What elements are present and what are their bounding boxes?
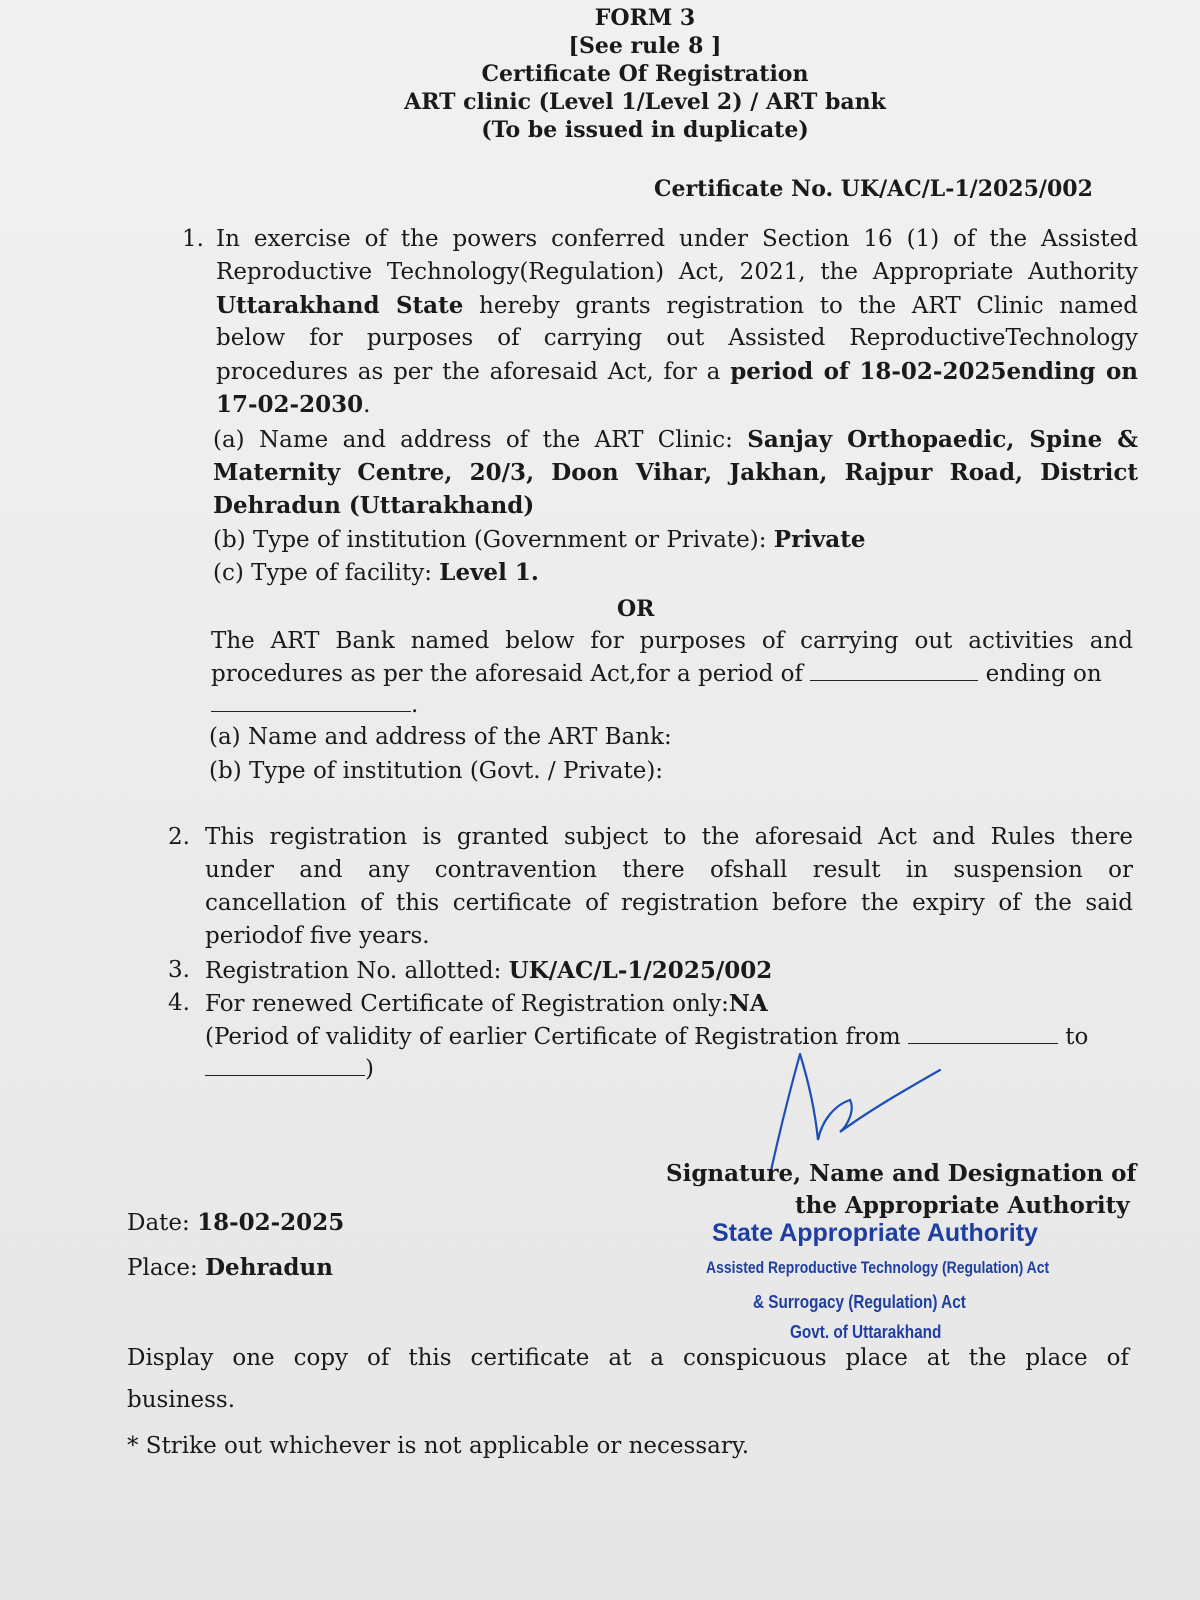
- para2-line2: under and any contravention there ofshall result in suspension or: [205, 857, 1133, 883]
- bank-name-address: (a) Name and address of the ART Bank:: [209, 724, 672, 750]
- strike-out-note: * Strike out whichever is not applicable or necessary.: [127, 1433, 750, 1459]
- clinic-name-line3: Dehradun (Uttarakhand): [213, 492, 535, 519]
- blank-line: [211, 711, 411, 712]
- issue-date: 18-02-2025: [197, 1209, 345, 1236]
- registration-end-date: 17-02-2030: [216, 391, 364, 418]
- place-line: Place: Dehradun: [127, 1254, 333, 1281]
- display-instruction-2: business.: [127, 1387, 236, 1413]
- facility-type: (c) Type of facility: Level 1.: [213, 559, 539, 586]
- blank-line: [205, 1075, 365, 1076]
- para1-line5: procedures as per the aforesaid Act, for a period of 18-02-2025ending on: [216, 358, 1139, 385]
- para1-line2: Reproductive Technology(Regulation) Act, 2021, the Appropriate Authority: [216, 259, 1138, 285]
- bank-line1: The ART Bank named below for purposes of carrying out activities and: [211, 628, 1133, 654]
- form-number: FORM 3: [594, 5, 696, 31]
- para1-number: 1.: [182, 226, 204, 252]
- bank-line3: .: [211, 692, 418, 718]
- bank-institution-type: (b) Type of institution (Govt. / Private):: [209, 758, 664, 784]
- para1-line1: In exercise of the powers conferred under Section 16 (1) of the Assisted: [216, 226, 1138, 252]
- stamp-title: State Appropriate Authority: [712, 1219, 1038, 1247]
- renewal-line: For renewed Certificate of Registration only:NA: [205, 990, 768, 1017]
- blank-line: [908, 1043, 1058, 1044]
- issue-place: Dehradun: [205, 1254, 333, 1281]
- para1-line4: below for purposes of carrying out Assisted ReproductiveTechnology: [216, 325, 1138, 351]
- para2-number: 2.: [168, 824, 190, 850]
- para2-line3: cancellation of this certificate of registration before the expiry of the said: [205, 890, 1133, 916]
- display-instruction: Display one copy of this certificate at a conspicuous place at the place of: [127, 1345, 1129, 1371]
- para1-line6: 17-02-2030.: [216, 391, 371, 418]
- stamp-line2: Assisted Reproductive Technology (Regulation) Act: [706, 1258, 1050, 1277]
- certificate-number: Certificate No. UK/AC/L-1/2025/002: [654, 176, 1093, 202]
- document-title: Certificate Of Registration: [481, 61, 809, 87]
- or-separator: OR: [617, 596, 655, 622]
- para4-number: 4.: [168, 990, 190, 1016]
- rule-reference: [See rule 8 ]: [568, 33, 722, 59]
- registration-number: Registration No. allotted: UK/AC/L-1/2025/002: [205, 957, 773, 984]
- para2-line4: periodof five years.: [205, 923, 430, 949]
- stamp-line3: & Surrogacy (Regulation) Act: [753, 1292, 966, 1312]
- clinic-name-line1: (a) Name and address of the ART Clinic: Sanjay Orthopaedic, Spine &: [213, 426, 1139, 453]
- form-header: [0, 4, 1200, 144]
- authority-name: Uttarakhand State: [216, 292, 464, 319]
- document-subtitle: ART clinic (Level 1/Level 2) / ART bank: [404, 89, 886, 115]
- designation-label: the Appropriate Authority: [795, 1192, 1130, 1219]
- blank-line: [810, 680, 978, 681]
- signature-label: Signature, Name and Designation of: [666, 1160, 1137, 1187]
- stamp-line4: Govt. of Uttarakhand: [790, 1322, 942, 1342]
- date-line: Date: 18-02-2025: [127, 1209, 345, 1236]
- institution-type: (b) Type of institution (Government or Private): Private: [213, 526, 866, 553]
- para2-line1: This registration is granted subject to the aforesaid Act and Rules there: [205, 824, 1133, 850]
- duplicate-note: (To be issued in duplicate): [481, 117, 809, 143]
- para1-line3: Uttarakhand State hereby grants registration to the ART Clinic named: [216, 292, 1139, 319]
- bank-line2: procedures as per the aforesaid Act,for a period of ending on: [211, 661, 1102, 687]
- validity-line: (Period of validity of earlier Certificate of Registration from to: [205, 1024, 1089, 1050]
- registration-period: period of 18-02-2025ending on: [730, 358, 1139, 385]
- validity-line2: ): [205, 1056, 374, 1082]
- clinic-name-line2: Maternity Centre, 20/3, Doon Vihar, Jakhan, Rajpur Road, District: [213, 459, 1138, 486]
- para3-number: 3.: [168, 957, 190, 983]
